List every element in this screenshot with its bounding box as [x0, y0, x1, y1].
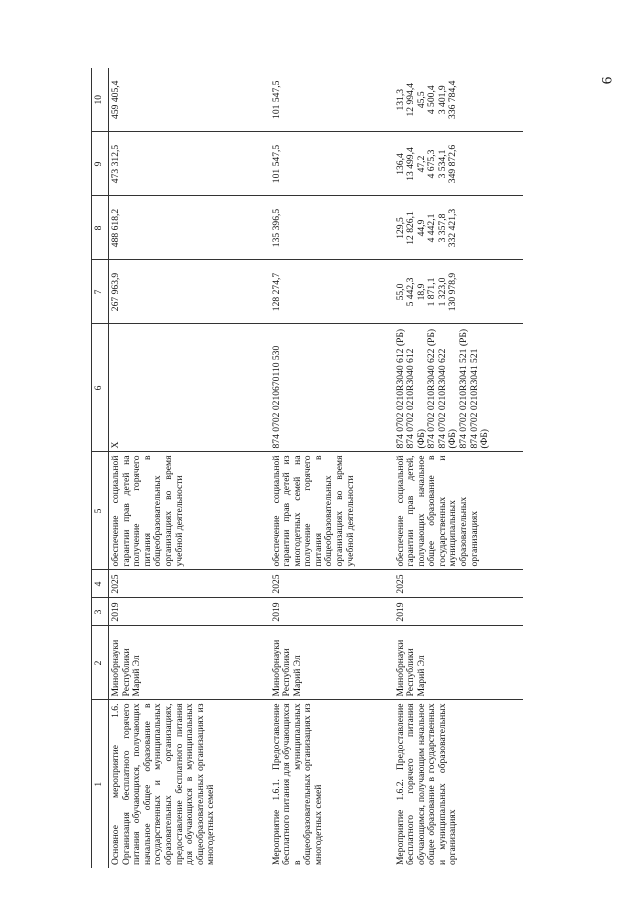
responsible-executor: Минобрнауки Республики Марий Эл [109, 626, 269, 700]
amount-col-9: 473 312,5 [109, 132, 269, 196]
header-col-5: 5 [92, 452, 109, 570]
header-col-10: 10 [92, 68, 109, 132]
amount-value: 349 872,6 [447, 144, 459, 184]
amount-col-9: 101 547,5 [269, 132, 393, 196]
budget-code: 874 0702 0210R3040 622 (РБ) [426, 328, 438, 449]
amount-col-10: 101 547,5 [269, 68, 393, 132]
expected-result: обеспечение социальной гарантии прав детей на получение горячего питания в общеобразовательных организациях во время учебной деятельности [109, 452, 269, 570]
page-number: 6 [599, 76, 616, 85]
amount-value: 131,3 [394, 88, 406, 111]
table-row [269, 68, 393, 868]
header-col-1: 1 [92, 700, 109, 868]
amount-value: 5 442,3 [405, 277, 417, 307]
table-row [393, 68, 523, 868]
amount-col-9-list [393, 132, 523, 196]
amount-value: 4 675,3 [426, 149, 438, 179]
table-header-row [92, 68, 109, 868]
amount-col-8-list [393, 196, 523, 260]
amount-value: 18,9 [415, 283, 427, 301]
amount-value: 3 401,9 [436, 85, 448, 115]
budget-code-list [393, 324, 523, 452]
amount-col-10-list [393, 68, 523, 132]
amount-value: 4 500,4 [426, 85, 438, 115]
header-col-3: 3 [92, 598, 109, 626]
budget-code: X [109, 324, 269, 452]
amount-value: 336 784,4 [447, 80, 459, 119]
amount-value: 1 323,0 [436, 277, 448, 307]
amount-value: 130 978,9 [447, 272, 459, 312]
amount-value: 47,2 [415, 155, 427, 173]
budget-code: 874 0702 0210R3040 612 (ФБ) [405, 348, 427, 449]
amount-value: 1 871,1 [426, 277, 438, 307]
amount-value: 136,4 [394, 153, 406, 175]
amount-col-10: 459 405,4 [109, 68, 269, 132]
rotated-table-sheet [91, 68, 531, 868]
header-col-8: 8 [92, 196, 109, 260]
budget-code: 874 0702 0210R3041 521 (РБ) [458, 328, 470, 449]
amount-value: 129,5 [394, 217, 406, 239]
header-col-9: 9 [92, 132, 109, 196]
amount-col-8: 488 618,2 [109, 196, 269, 260]
amount-value: 3 357,8 [436, 213, 448, 243]
end-year: 2025 [393, 570, 523, 598]
amount-value: 4 442,1 [426, 213, 438, 243]
start-year: 2019 [393, 598, 523, 626]
amount-value: 44,9 [415, 219, 427, 237]
start-year: 2019 [269, 598, 393, 626]
table-row [109, 68, 269, 868]
budget-code: 874 0702 0210670110 530 [269, 324, 393, 452]
amount-col-7: 267 963,9 [109, 260, 269, 324]
amount-value: 3 534,1 [436, 149, 448, 179]
expected-result: обеспечение социальной гарантии прав детей, получающих начальное общее образование в государственных и муниципальных образовательных организациях [393, 452, 523, 570]
budget-code: 874 0702 0210R3041 521 (ФБ) [468, 348, 491, 449]
budget-code: 874 0702 0210R3040 622 (ФБ) [436, 348, 459, 449]
activity-name: Основное мероприятие 1.6. Организация бесплатного горячего питания обучающихся, получающих начальное общее образование в государственных и муниципальных образовательных организациях, предоставление бесплатного питания для обучающихся в муниципальных общеобразовательных организациях из многодетных семей [110, 703, 217, 865]
end-year: 2025 [109, 570, 269, 598]
end-year: 2025 [269, 570, 393, 598]
header-col-7: 7 [92, 260, 109, 324]
header-col-6: 6 [92, 324, 109, 452]
amount-value: 55,0 [394, 283, 406, 301]
amount-value: 332 421,3 [447, 208, 459, 248]
activity-name: Мероприятие 1.6.1. Предоставление бесплатного питания для обучающихся в муниципальных общеобразовательных организациях из многодетных семей [270, 703, 324, 865]
amount-col-8: 135 396,5 [269, 196, 393, 260]
activity-name: Мероприятие 1.6.2. Предоставление бесплатного горячего питания обучающимся, получающим начальное общее образование в государственных и муниципальных образовательных организациях [394, 703, 459, 865]
expected-result: обеспечение социальной гарантии прав детей из многодетных семей на получение горячего питания в общеобразовательных организациях во время учебной деятельности [269, 452, 393, 570]
amount-value: 12 994,4 [405, 82, 417, 117]
program-activities-table [91, 68, 523, 868]
header-col-2: 2 [92, 626, 109, 700]
budget-code: 874 0702 0210R3040 612 (РБ) [394, 328, 406, 449]
amount-value: 45,5 [415, 91, 427, 109]
responsible-executor: Минобрнауки Республики Марий Эл [393, 626, 523, 700]
amount-col-7: 128 274,7 [269, 260, 393, 324]
header-col-4: 4 [92, 570, 109, 598]
amount-col-7-list [393, 260, 523, 324]
start-year: 2019 [109, 598, 269, 626]
responsible-executor: Минобрнауки Республики Марий Эл [269, 626, 393, 700]
amount-value: 13 499,4 [405, 147, 417, 181]
amount-value: 12 826,1 [405, 211, 417, 245]
